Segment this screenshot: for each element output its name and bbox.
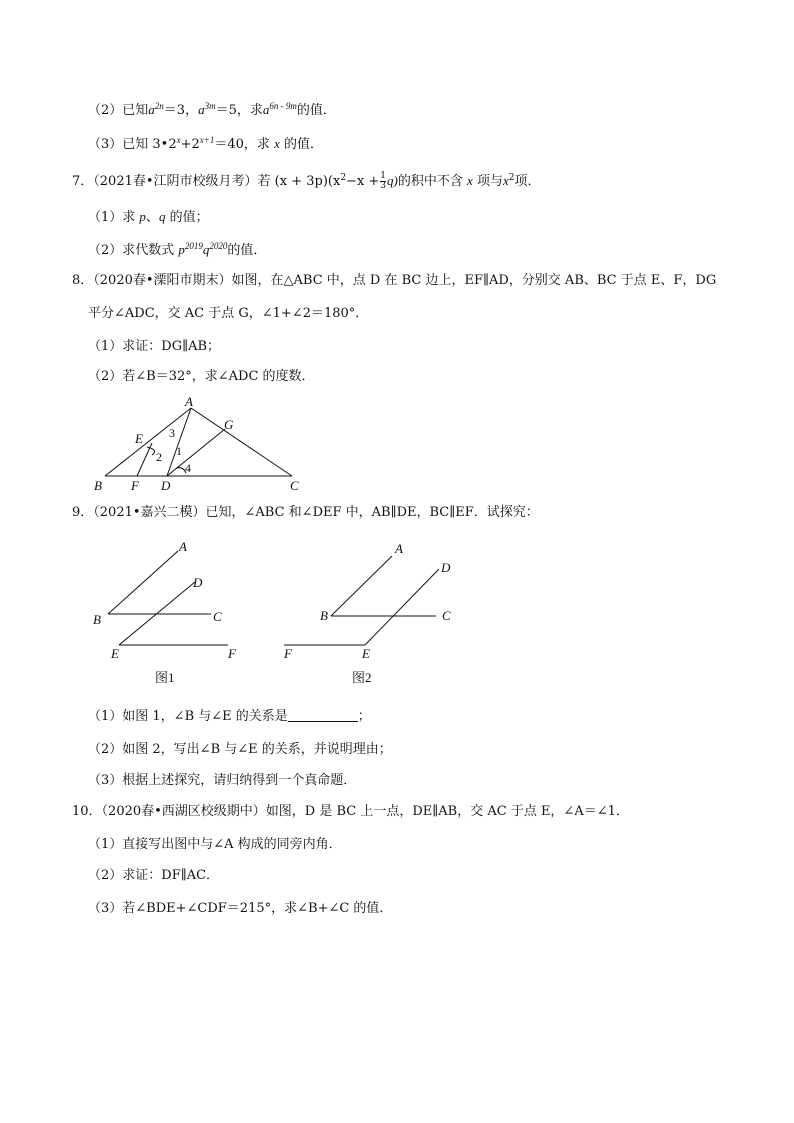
q9-figure-2: [275, 535, 465, 690]
q6-part3: （3）已知 $3•2^x+2^{x+1}=40$，求 x 的值．: [88, 135, 323, 152]
fig9b-label-e: E: [362, 646, 370, 661]
fraction-one-third: $\frac{1}{3}$: [380, 171, 387, 191]
q10-stem: 10．（2020春•西湖区校级期中）如图，D 是 BC 上一点，DE∥AB，交 AC 于点 E，∠A＝∠1．: [72, 804, 629, 819]
q7-part2: （2）求代数式 $p^{2019}q^{2020}$的值．: [88, 241, 267, 258]
fig9a-label-f: F: [228, 646, 236, 661]
q8-triangle-figure: [80, 390, 320, 502]
q10-part2: （2）求证：DF∥AC．: [88, 868, 220, 883]
fig8-angle-3: 3: [169, 426, 175, 440]
fig9a-label-a: A: [179, 539, 187, 554]
fig9a-label-b: B: [93, 612, 101, 627]
q7-part1: （1）求 p、q 的值；: [88, 209, 209, 225]
answer-blank[interactable]: [288, 709, 358, 722]
fig8-angle-4: 4: [185, 461, 191, 475]
q10-part1: （1）直接写出图中与∠A 构成的同旁内角．: [88, 837, 342, 852]
q9-stem: 9．（2021•嘉兴二模）已知，∠ABC 和∠DEF 中，AB∥DE，BC∥EF．试探究：: [72, 505, 539, 520]
q9-part3: （3）根据上述探究，请归纳得到一个真命题．: [88, 773, 357, 788]
fig9b-label-f: F: [284, 646, 292, 661]
fig8-label-c: C: [290, 478, 299, 493]
fig8-angle-2: 2: [156, 450, 162, 464]
fig8-label-g: G: [224, 417, 234, 432]
fig9a-label-c: C: [213, 609, 222, 624]
q9-figure-1: [85, 535, 250, 690]
fig9b-label-d: D: [441, 560, 451, 575]
q7-stem: 7．（2021春•江阴市校级月考）若 $(x + 3p)(x^2-x$ + $\frac{1}{3}$ q)的积中不含 x 项与$x^2$项．: [72, 171, 541, 191]
q8-part2: （2）若∠B＝32°，求∠ADC 的度数．: [88, 369, 315, 384]
q9-part2: （2）如图 2，写出∠B 与∠E 的关系，并说明理由；: [88, 742, 392, 757]
q6-part2: （2）已知$a^{2n}=3$，$a^{3m}=5$，求$a^{6n - 9m}$的值．: [88, 101, 336, 118]
fig9a-label-d: D: [193, 575, 203, 590]
fig9b-label-a: A: [395, 541, 403, 556]
q8-stem-line1: 8．（2020春•溧阳市期末）如图，在△ABC 中，点 D 在 BC 边上，EF∥AD，分别交 AB、BC 于点 E、F，DG: [72, 273, 717, 288]
fig8-label-d: D: [161, 478, 171, 493]
fig9b-caption: 图2: [352, 670, 372, 685]
q10-part3: （3）若∠BDE+∠CDF＝215°，求∠B+∠C 的值．: [88, 901, 393, 916]
fig9b-label-c: C: [442, 608, 451, 623]
q8-stem-line2: 平分∠ADC，交 AC 于点 G，∠1+∠2＝180°．: [88, 306, 369, 321]
q9-part1: （1）如图 1，∠B 与∠E 的关系是 ；: [88, 709, 371, 724]
fig8-label-f: F: [131, 478, 139, 493]
fig8-label-b: B: [94, 478, 102, 493]
q8-part1: （1）求证：DG∥AB；: [88, 339, 221, 354]
fig8-label-e: E: [135, 431, 143, 446]
fig9a-caption: 图1: [155, 670, 175, 685]
fig9b-label-b: B: [320, 608, 328, 623]
fig8-angle-1: 1: [176, 444, 182, 458]
fig8-label-a: A: [185, 394, 193, 409]
fig9a-label-e: E: [111, 646, 119, 661]
